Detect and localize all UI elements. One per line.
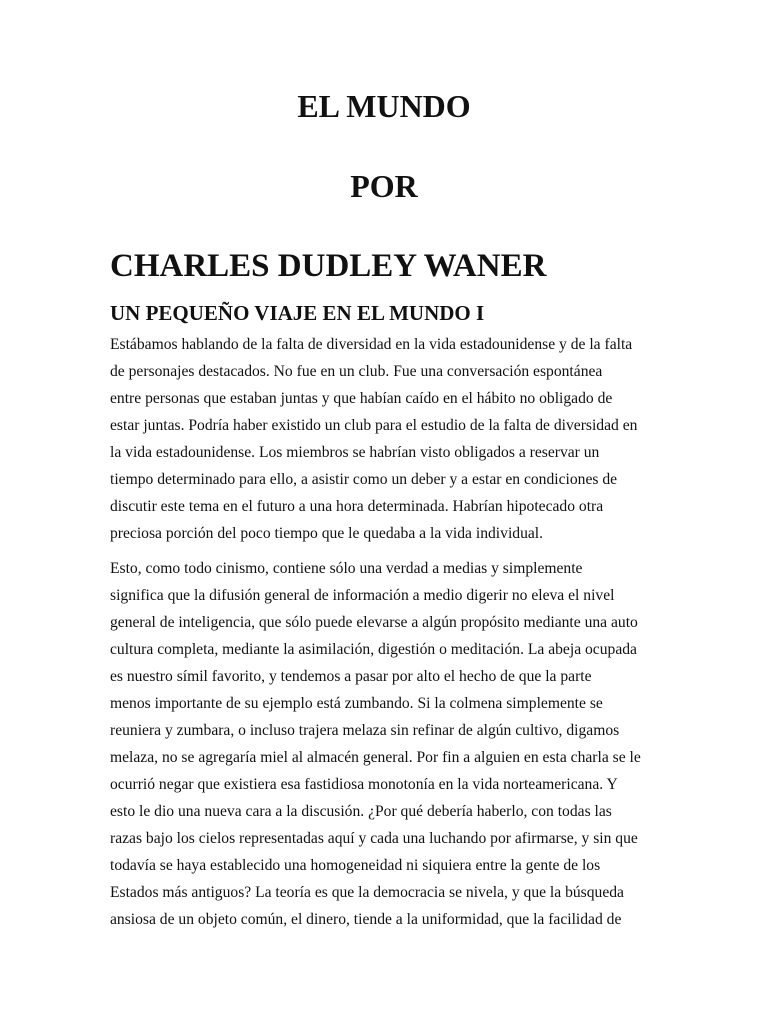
paragraph-line: esto le dio una nueva cara a la discusión. ¿Por qué debería haberlo, con todas las [110, 803, 612, 820]
paragraph-line: de personajes destacados. No fue en un club. Fue una conversación espontánea [110, 363, 603, 380]
paragraph-line: preciosa porción del poco tiempo que le quedaba a la vida individual. [110, 525, 544, 542]
paragraph-2 [110, 555, 670, 933]
paragraph-line: tiempo determinado para ello, a asistir como un deber y a estar en condiciones de [110, 471, 618, 488]
paragraph-line: reuniera y zumbara, o incluso trajera melaza sin refinar de algún cultivo, digamos [110, 722, 620, 739]
paragraph-line: estar juntas. Podría haber existido un club para el estudio de la falta de diversidad en [110, 417, 638, 434]
paragraph-line: significa que la difusión general de información a medio digerir no eleva el nivel [110, 587, 615, 604]
paragraph-line: entre personas que estaban juntas y que habían caído en el hábito no obligado de [110, 390, 613, 407]
paragraph-line: general de inteligencia, que sólo puede elevarse a algún propósito mediante una auto [110, 614, 638, 631]
paragraph-line: Estábamos hablando de la falta de diversidad en la vida estadounidense y de la falta [110, 336, 633, 353]
paragraph-line: melaza, no se agregaría miel al almacén general. Por fin a alguien en esta charla se le [110, 749, 641, 766]
paragraph-line: discutir este tema en el futuro a una hora determinada. Habrían hipotecado otra [110, 498, 604, 515]
title-line-1: EL MUNDO [297, 88, 471, 124]
paragraph-line: es nuestro símil favorito, y tendemos a pasar por alto el hecho de que la parte [110, 668, 592, 685]
paragraph-line: ansiosa de un objeto común, el dinero, tiende a la uniformidad, que la facilidad de [110, 911, 622, 928]
paragraph-line: la vida estadounidense. Los miembros se habrían visto obligados a reservar un [110, 444, 600, 461]
author-name: CHARLES DUDLEY WANER [110, 248, 547, 284]
paragraph-line: razas bajo los cielos representadas aquí y cada una luchando por afirmarse, y sin que [110, 830, 638, 847]
paragraph-line: todavía se haya establecido una homogeneidad ni siquiera entre la gente de los [110, 857, 601, 874]
title-line-2: POR [350, 168, 418, 204]
chapter-heading: UN PEQUEÑO VIAJE EN EL MUNDO I [110, 301, 485, 325]
paragraph-line: Esto, como todo cinismo, contiene sólo una verdad a medias y simplemente [110, 560, 583, 577]
paragraph-line: ocurrió negar que existiera esa fastidiosa monotonía en la vida norteamericana. Y [110, 776, 618, 793]
paragraph-line: Estados más antiguos? La teoría es que la democracia se nivela, y que la búsqueda [110, 884, 624, 901]
paragraph-line: menos importante de su ejemplo está zumbando. Si la colmena simplemente se [110, 695, 603, 712]
paragraph-line: cultura completa, mediante la asimilación, digestión o meditación. La abeja ocupada [110, 641, 637, 658]
paragraph-1 [110, 331, 670, 547]
